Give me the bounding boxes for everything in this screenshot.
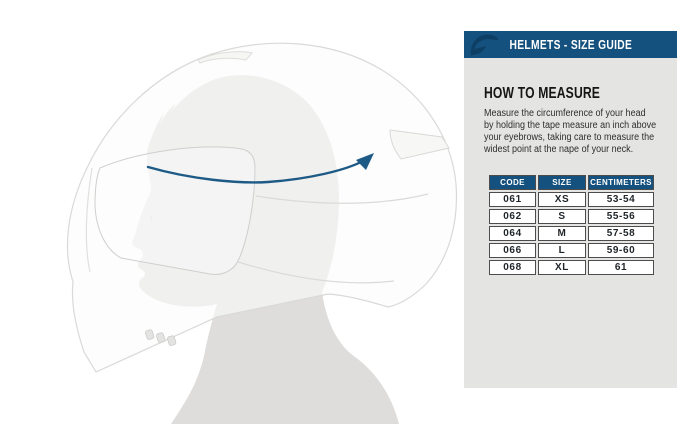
- size-cell: XS: [538, 192, 586, 207]
- size-row-l: [489, 243, 654, 258]
- size-cell: XL: [538, 260, 586, 275]
- centimeters-cell: 61: [588, 260, 654, 275]
- how-to-measure-title: HOW TO MEASURE: [484, 85, 601, 102]
- centimeters-cell: 59-60: [588, 243, 654, 258]
- size-row-xs: [489, 192, 654, 207]
- instructions-line: by holding the tape measure an inch above: [484, 120, 657, 131]
- panel-header: [464, 31, 677, 58]
- instructions-line: your eyebrows, taking care to measure the: [484, 132, 655, 143]
- measure-instructions: [484, 108, 677, 156]
- centimeters-cell: 53-54: [588, 192, 654, 207]
- instructions-line: widest point at the nape of your neck.: [484, 144, 634, 155]
- size-table: [487, 173, 656, 277]
- code-cell: 066: [489, 243, 536, 258]
- size-cell: L: [538, 243, 586, 258]
- instructions-line: Measure the circumference of your head: [484, 108, 646, 119]
- size-row-xl: [489, 260, 654, 275]
- helmet-visor: [95, 147, 255, 274]
- code-cell: 064: [489, 226, 536, 241]
- centimeters-cell: 55-56: [588, 209, 654, 224]
- size-guide-panel: [464, 31, 677, 388]
- size-cell: S: [538, 209, 586, 224]
- centimeters-cell: 57-58: [588, 226, 654, 241]
- column-header-code: CODE: [489, 175, 536, 190]
- column-header-centimeters: CENTIMETERS: [588, 175, 654, 190]
- panel-title: HELMETS - SIZE GUIDE: [509, 37, 632, 52]
- size-cell: M: [538, 226, 586, 241]
- size-row-m: [489, 226, 654, 241]
- code-cell: 068: [489, 260, 536, 275]
- code-cell: 061: [489, 192, 536, 207]
- code-cell: 062: [489, 209, 536, 224]
- size-row-s: [489, 209, 654, 224]
- size-table-header-row: [489, 175, 654, 190]
- column-header-size: SIZE: [538, 175, 586, 190]
- acerbis-logo-icon: [468, 32, 504, 57]
